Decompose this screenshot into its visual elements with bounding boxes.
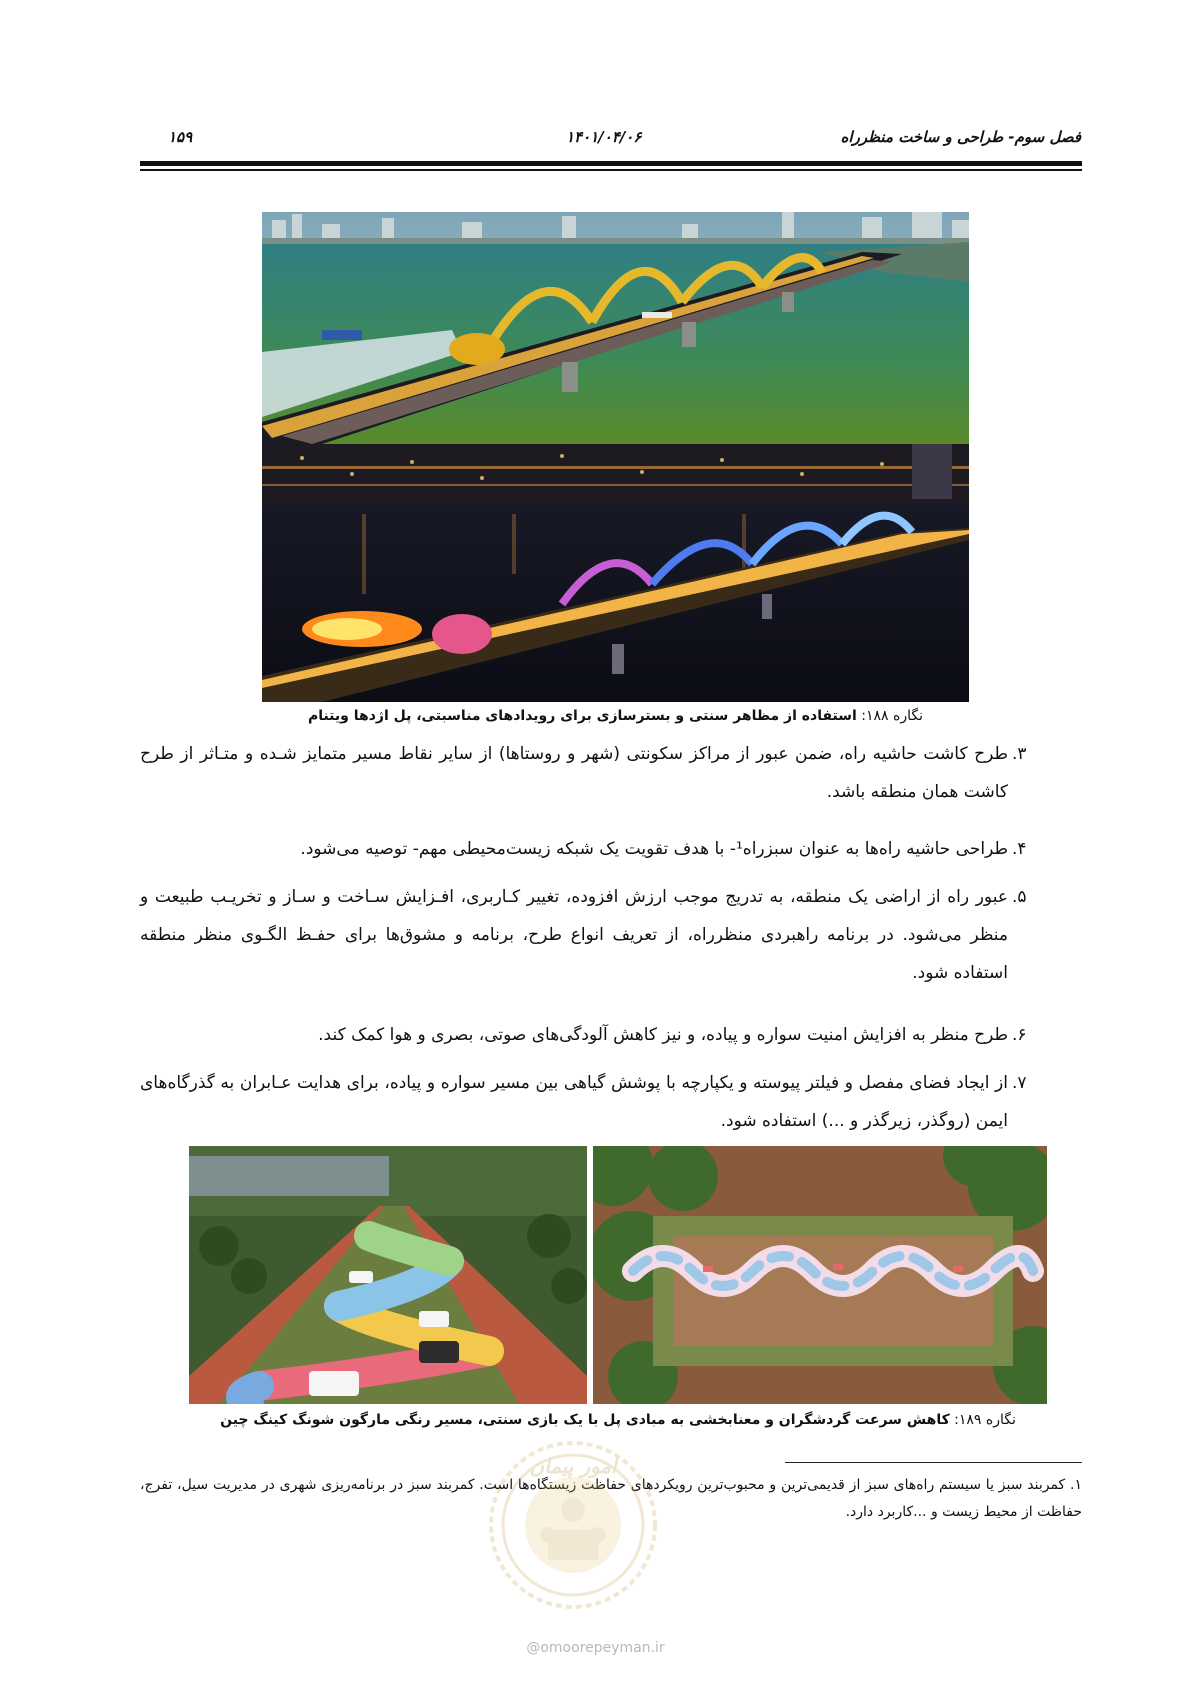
header-rule-thin <box>140 169 1082 171</box>
watermark-site-text: @omoorepeyman.ir <box>526 1640 665 1656</box>
list-item <box>140 1064 1040 1140</box>
footnote: ۱. کمربند سبز یا سیستم راه‌های سبز از قدیمی‌ترین و محبوب‌ترین رویکردهای حفاظت زیستگاه‌ها است. کمربند سبز در برنامه‌ریزی شهری در مدیریت سیل، تفرج، حفاظت از محیط زیست و ...کاربرد دارد. <box>140 1477 1082 1520</box>
list-item <box>140 878 1040 992</box>
list-item <box>140 1016 1040 1054</box>
figure-188-label: نگاره ۱۸۸: <box>861 708 924 724</box>
item-text: از ایجاد فضای مفصل و فیلتر پیوسته و یکپارچه با پوشش گیاهی بین مسیر سواره و پیاده، برای هدایت عـابران به گذرگاه‌های ایمن (روگذر، زیرگذر و ...) استفاده شود. <box>140 1073 1008 1131</box>
item-text: طرح کاشت حاشیه راه، ضمن عبور از مراکز سکونتی (شهر و روستاها) از سایر نقاط مسیر متمایز شـده و متـاثر از طرح کاشت همان منطقه باشد. <box>140 744 1008 802</box>
figure-188-text: استفاده از مظاهر سنتی و بسترسازی برای رویدادهای مناسبتی، پل اژدها ویتنام <box>307 708 857 724</box>
watermark-seal-logo <box>488 1440 658 1610</box>
item-number: ۵. <box>1012 887 1027 907</box>
item-number: ۳. <box>1012 744 1027 764</box>
winding-path-left-photo <box>189 1146 587 1404</box>
dragon-bridge-night-photo <box>262 444 969 702</box>
page-number: ۱۵۹ <box>168 128 193 146</box>
item-text: طرح منظر به افزایش امنیت سواره و پیاده، و نیز کاهش آلودگی‌های صوتی، بصری و هوا کمک کند. <box>318 1025 1008 1045</box>
winding-path-right-photo <box>593 1146 1047 1404</box>
item-number: ۷. <box>1012 1073 1027 1093</box>
watermark-seal-text: امور پیمان <box>529 1454 617 1478</box>
dragon-bridge-day-photo <box>262 212 969 444</box>
header-date: ۱۴۰۱/۰۴/۰۶ <box>566 128 642 146</box>
item-text: طراحی حاشیه راه‌ها به عنوان سبزراه¹- با هدف تقویت یک شبکه زیست‌محیطی مهم- توصیه می‌شود. <box>300 839 1008 859</box>
header-rule-thick <box>140 161 1082 166</box>
figure-189-text: کاهش سرعت گردشگران و معنابخشی به مبادی پل با یک بازی سنتی، مسیر رنگی مارگون شونگ کینگ چین <box>220 1412 950 1428</box>
item-text: عبور راه از اراضی یک منطقه، به تدریج موجب ارزش افزوده، تغییر کـاربری، افـزایش سـاخت و سـاز و تخریـب طبیعت و منظر می‌شود. در برنامه راهبردی منظرراه، از تعریف انواع طرح، برنامه و مشوق‌ها برای حفـظ الگـوی منظر منطقه استفاده شود. <box>140 887 1008 983</box>
figure-189-label: نگاره ۱۸۹: <box>954 1412 1016 1428</box>
list-item <box>140 735 1040 811</box>
item-number: ۶. <box>1012 1025 1027 1045</box>
item-number: ۴. <box>1012 839 1027 859</box>
chapter-title: فصل سوم- طراحی و ساخت منظرراه <box>840 128 1081 146</box>
figure-189-caption <box>189 1412 1047 1428</box>
list-item <box>140 830 1040 868</box>
footnote-rule <box>785 1462 1082 1463</box>
figure-188-caption <box>262 708 969 724</box>
